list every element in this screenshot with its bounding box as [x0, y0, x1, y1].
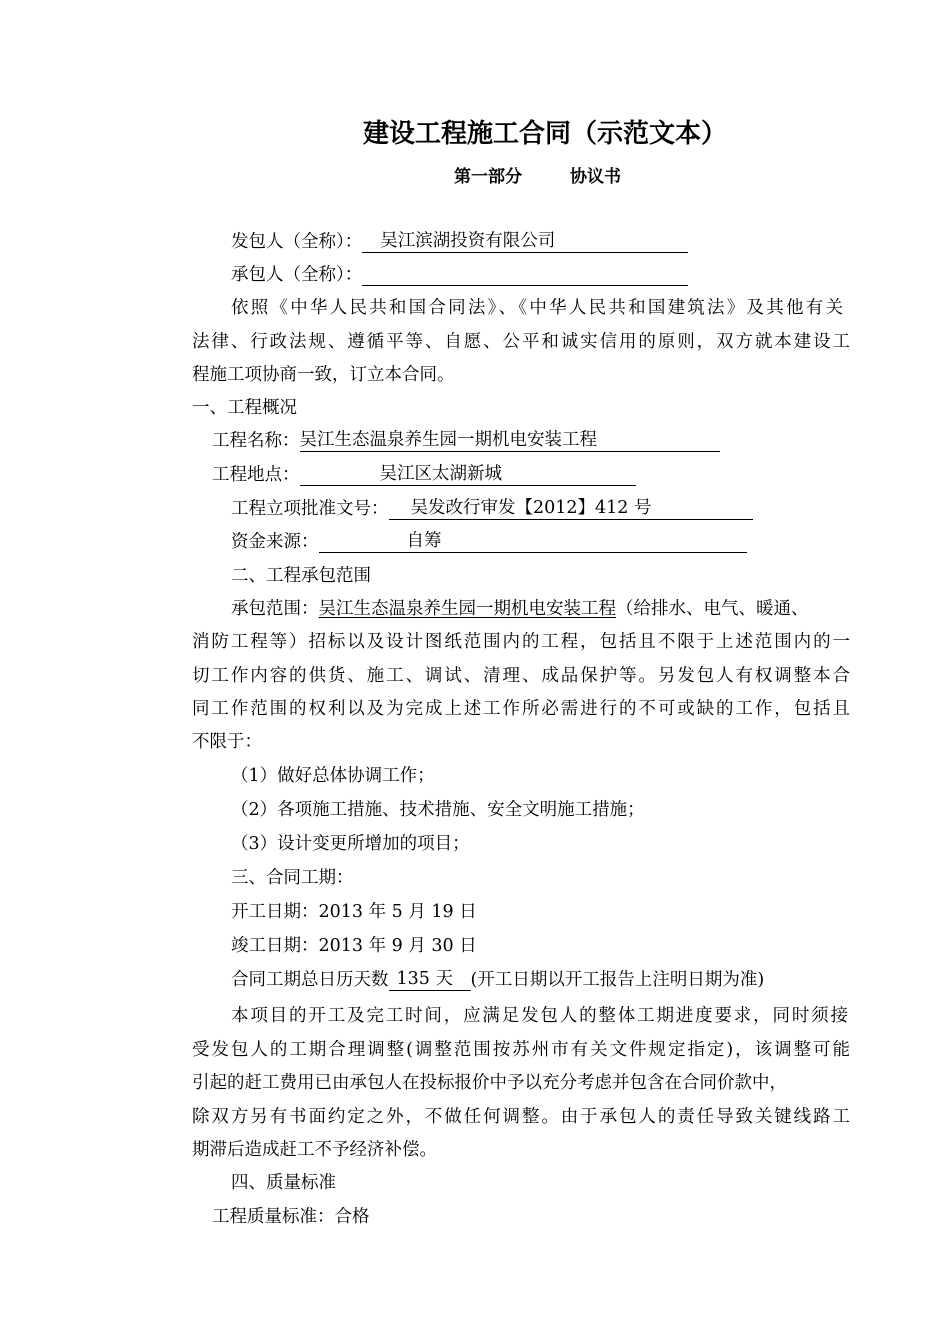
- schedule-note-2: 受发包人的工期合理调整(调整范围按苏州市有关文件规定指定)，该调整可能: [192, 1040, 850, 1060]
- approval-label: 工程立项批准文号：: [231, 499, 389, 519]
- fund-line: [231, 530, 747, 554]
- start-date: 开工日期：2013 年 5 月 19 日: [231, 902, 477, 922]
- scope-line-4: 同工作范围的权利以及为完成上述工作所必需进行的不可或缺的工作，包括且: [192, 699, 850, 719]
- scope-line-2: 消防工程等）招标以及设计图纸范围内的工程，包括且不限于上述范围内的一: [192, 632, 850, 652]
- project-site-field: [300, 463, 636, 486]
- contractor-label: 承包人（全称）：: [231, 265, 363, 285]
- scope-line-3: 切工作内容的供货、施工、调试、清理、成品保护等。另发包人有权调整本合: [192, 666, 850, 686]
- approval-line: [231, 497, 753, 521]
- scope-tail-1: （给排水、电气、暖通、: [616, 599, 809, 619]
- employer-value: 吴江滨湖投资有限公司: [380, 231, 556, 251]
- scope-item-1: （1）做好总体协调工作；: [231, 766, 435, 786]
- schedule-note-3: 引起的赶工费用已由承包人在投标报价中予以充分考虑并包含在合同价款中，: [192, 1073, 787, 1093]
- schedule-note-1: 本项目的开工及完工时间，应满足发包人的整体工期进度要求，同时须接: [231, 1006, 848, 1026]
- fund-field: [319, 530, 747, 553]
- scope-line-1: [231, 597, 809, 621]
- section3-heading: 三、合同工期：: [231, 868, 354, 888]
- fund-value: 自筹: [406, 531, 442, 551]
- section1-heading: 一、工程概况: [192, 398, 297, 418]
- project-name-label: 工程名称：: [212, 431, 300, 451]
- contractor-field: [362, 263, 688, 286]
- part-label: 第一部分: [454, 167, 522, 187]
- contractor-line: [231, 263, 688, 287]
- project-name-field: [300, 429, 720, 452]
- project-site-label: 工程地点：: [212, 465, 300, 485]
- schedule-note-4: 除双方另有书面约定之外，不做任何调整。由于承包人的责任导致关键线路工: [192, 1107, 850, 1127]
- document-title: 建设工程施工合同（示范文本）: [362, 119, 727, 149]
- section2-heading: 二、工程承包范围: [231, 566, 371, 586]
- fund-label: 资金来源：: [231, 532, 319, 552]
- approval-field: [389, 497, 753, 520]
- schedule-note-5: 期滞后造成赶工不予经济补偿。: [192, 1140, 437, 1160]
- total-days-suffix: (开工日期以开工报告上注明日期为准): [470, 970, 765, 990]
- preamble-line-1: 依照《中华人民共和国合同法》、《中华人民共和国建筑法》及其他有关: [231, 298, 843, 318]
- quality-standard: 工程质量标准：合格: [212, 1207, 370, 1227]
- approval-value: 吴发改行审发【2012】412 号: [410, 498, 652, 518]
- total-days-line: [231, 968, 764, 992]
- project-site-value: 吴江区太湖新城: [379, 464, 502, 484]
- scope-item-2: （2）各项施工措施、技术措施、安全文明施工措施；: [231, 800, 645, 820]
- preamble-line-3: 程施工项协商一致，订立本合同。: [192, 365, 455, 385]
- end-date: 竣工日期：2013 年 9 月 30 日: [231, 936, 477, 956]
- total-days-value: 135 天: [396, 969, 453, 989]
- scope-item-3: （3）设计变更所增加的项目；: [231, 834, 470, 854]
- employer-label: 发包人（全称）：: [231, 232, 363, 252]
- employer-field: [362, 230, 688, 253]
- project-name-value: 吴江生态温泉养生园一期机电安装工程: [299, 430, 597, 450]
- scope-project: 吴江生态温泉养生园一期机电安装工程: [318, 599, 616, 619]
- scope-label: 承包范围：: [231, 599, 319, 619]
- total-days-prefix: 合同工期总日历天数: [231, 970, 389, 990]
- section4-heading: 四、质量标准: [231, 1173, 336, 1193]
- employer-line: [231, 230, 688, 254]
- project-name-line: [212, 429, 720, 453]
- total-days-field: [389, 968, 471, 991]
- part-name: 协议书: [570, 167, 621, 187]
- preamble-line-2: 法律、行政法规、遵循平等、自愿、公平和诚实信用的原则，双方就本建设工: [192, 332, 850, 352]
- scope-line-5: 不限于：: [192, 732, 262, 752]
- project-site-line: [212, 463, 636, 487]
